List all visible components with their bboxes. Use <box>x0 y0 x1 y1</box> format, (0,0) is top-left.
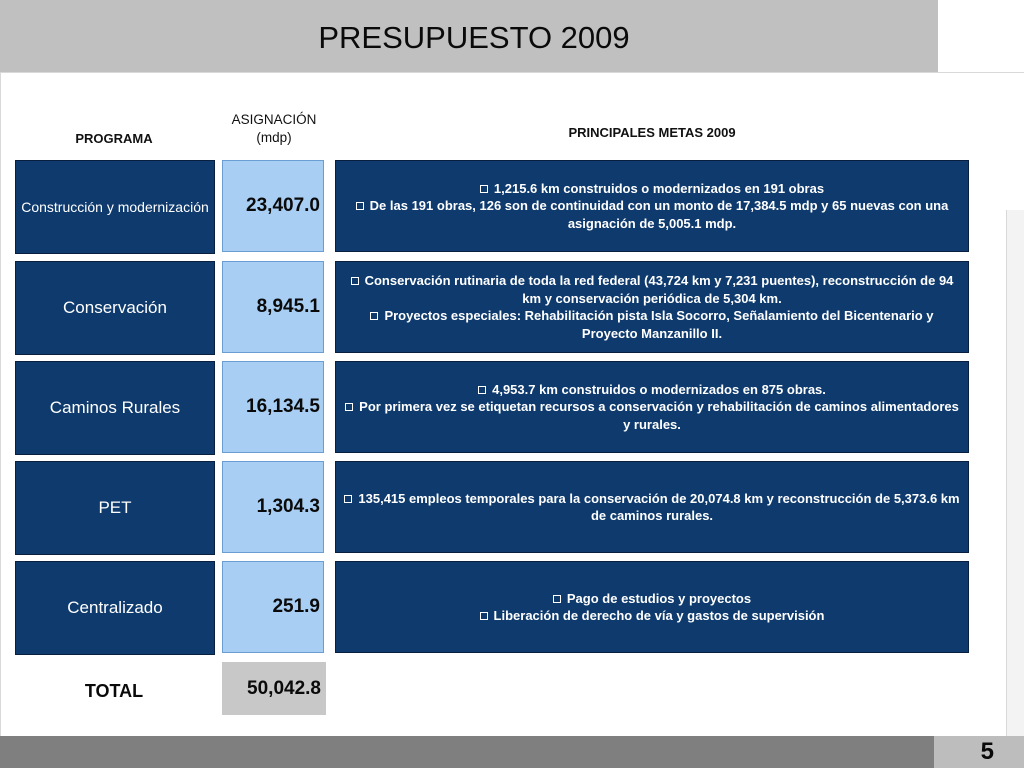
checkbox-bullet-icon <box>356 202 364 210</box>
header-metas: PRINCIPALES METAS 2009 <box>568 125 736 140</box>
programa-cell: Construcción y modernización <box>15 160 215 254</box>
meta-item: 135,415 empleos temporales para la conservación de 20,074.8 km y reconstrucción de 5,373.6 km de caminos rurales. <box>344 490 960 525</box>
header-programa: PROGRAMA <box>75 131 153 146</box>
asignacion-cell: 8,945.1 <box>222 261 324 353</box>
checkbox-bullet-icon <box>480 185 488 193</box>
metas-cell <box>335 160 969 252</box>
programa-cell: Centralizado <box>15 561 215 655</box>
checkbox-bullet-icon <box>351 277 359 285</box>
checkbox-bullet-icon <box>344 495 352 503</box>
title-bar <box>0 0 938 73</box>
total-label: TOTAL <box>84 681 144 701</box>
checkbox-bullet-icon <box>480 612 488 620</box>
meta-item: Conservación rutinaria de toda la red federal (43,724 km y 7,231 puentes), reconstrucción de 94 km y conservación periódica de 5,304 km. <box>344 272 960 307</box>
divider-top <box>0 72 1024 73</box>
page-title: PRESUPUESTO 2009 <box>318 20 630 55</box>
meta-item: Por primera vez se etiquetan recursos a conservación y rehabilitación de caminos alimentadores y rurales. <box>344 398 960 433</box>
programa-cell: PET <box>15 461 215 555</box>
footer-bar <box>0 736 934 768</box>
budget-row-centralizado <box>0 561 1024 655</box>
meta-item: Liberación de derecho de vía y gastos de supervisión <box>344 607 960 625</box>
metas-cell <box>335 561 969 653</box>
budget-row-construccion <box>0 160 1024 254</box>
meta-item: 4,953.7 km construidos o modernizados en 875 obras. <box>344 381 960 399</box>
metas-cell <box>335 461 969 553</box>
meta-item: 1,215.6 km construidos o modernizados en 191 obras <box>344 180 960 198</box>
checkbox-bullet-icon <box>553 595 561 603</box>
checkbox-bullet-icon <box>345 403 353 411</box>
meta-item: Proyectos especiales: Rehabilitación pista Isla Socorro, Señalamiento del Bicentenario y Proyecto Manzanillo II. <box>344 307 960 342</box>
metas-cell <box>335 361 969 453</box>
header-asignacion-line1: ASIGNACIÓN <box>231 112 317 127</box>
budget-row-conservacion <box>0 261 1024 355</box>
budget-row-pet <box>0 461 1024 555</box>
programa-cell: Caminos Rurales <box>15 361 215 455</box>
metas-cell <box>335 261 969 353</box>
total-value: 50,042.8 <box>222 662 326 715</box>
meta-item: Pago de estudios y proyectos <box>344 590 960 608</box>
header-asignacion-line2: (mdp) <box>256 130 292 145</box>
checkbox-bullet-icon <box>478 386 486 394</box>
asignacion-cell: 251.9 <box>222 561 324 653</box>
checkbox-bullet-icon <box>370 312 378 320</box>
programa-cell: Conservación <box>15 261 215 355</box>
asignacion-cell: 16,134.5 <box>222 361 324 453</box>
header-asignacion <box>222 111 326 147</box>
asignacion-cell: 23,407.0 <box>222 160 324 252</box>
budget-row-caminos-rurales <box>0 361 1024 455</box>
page-number: 5 <box>934 736 1024 768</box>
asignacion-cell: 1,304.3 <box>222 461 324 553</box>
meta-item: De las 191 obras, 126 son de continuidad con un monto de 17,384.5 mdp y 65 nuevas con una asignación de 5,005.1 mdp. <box>344 197 960 232</box>
